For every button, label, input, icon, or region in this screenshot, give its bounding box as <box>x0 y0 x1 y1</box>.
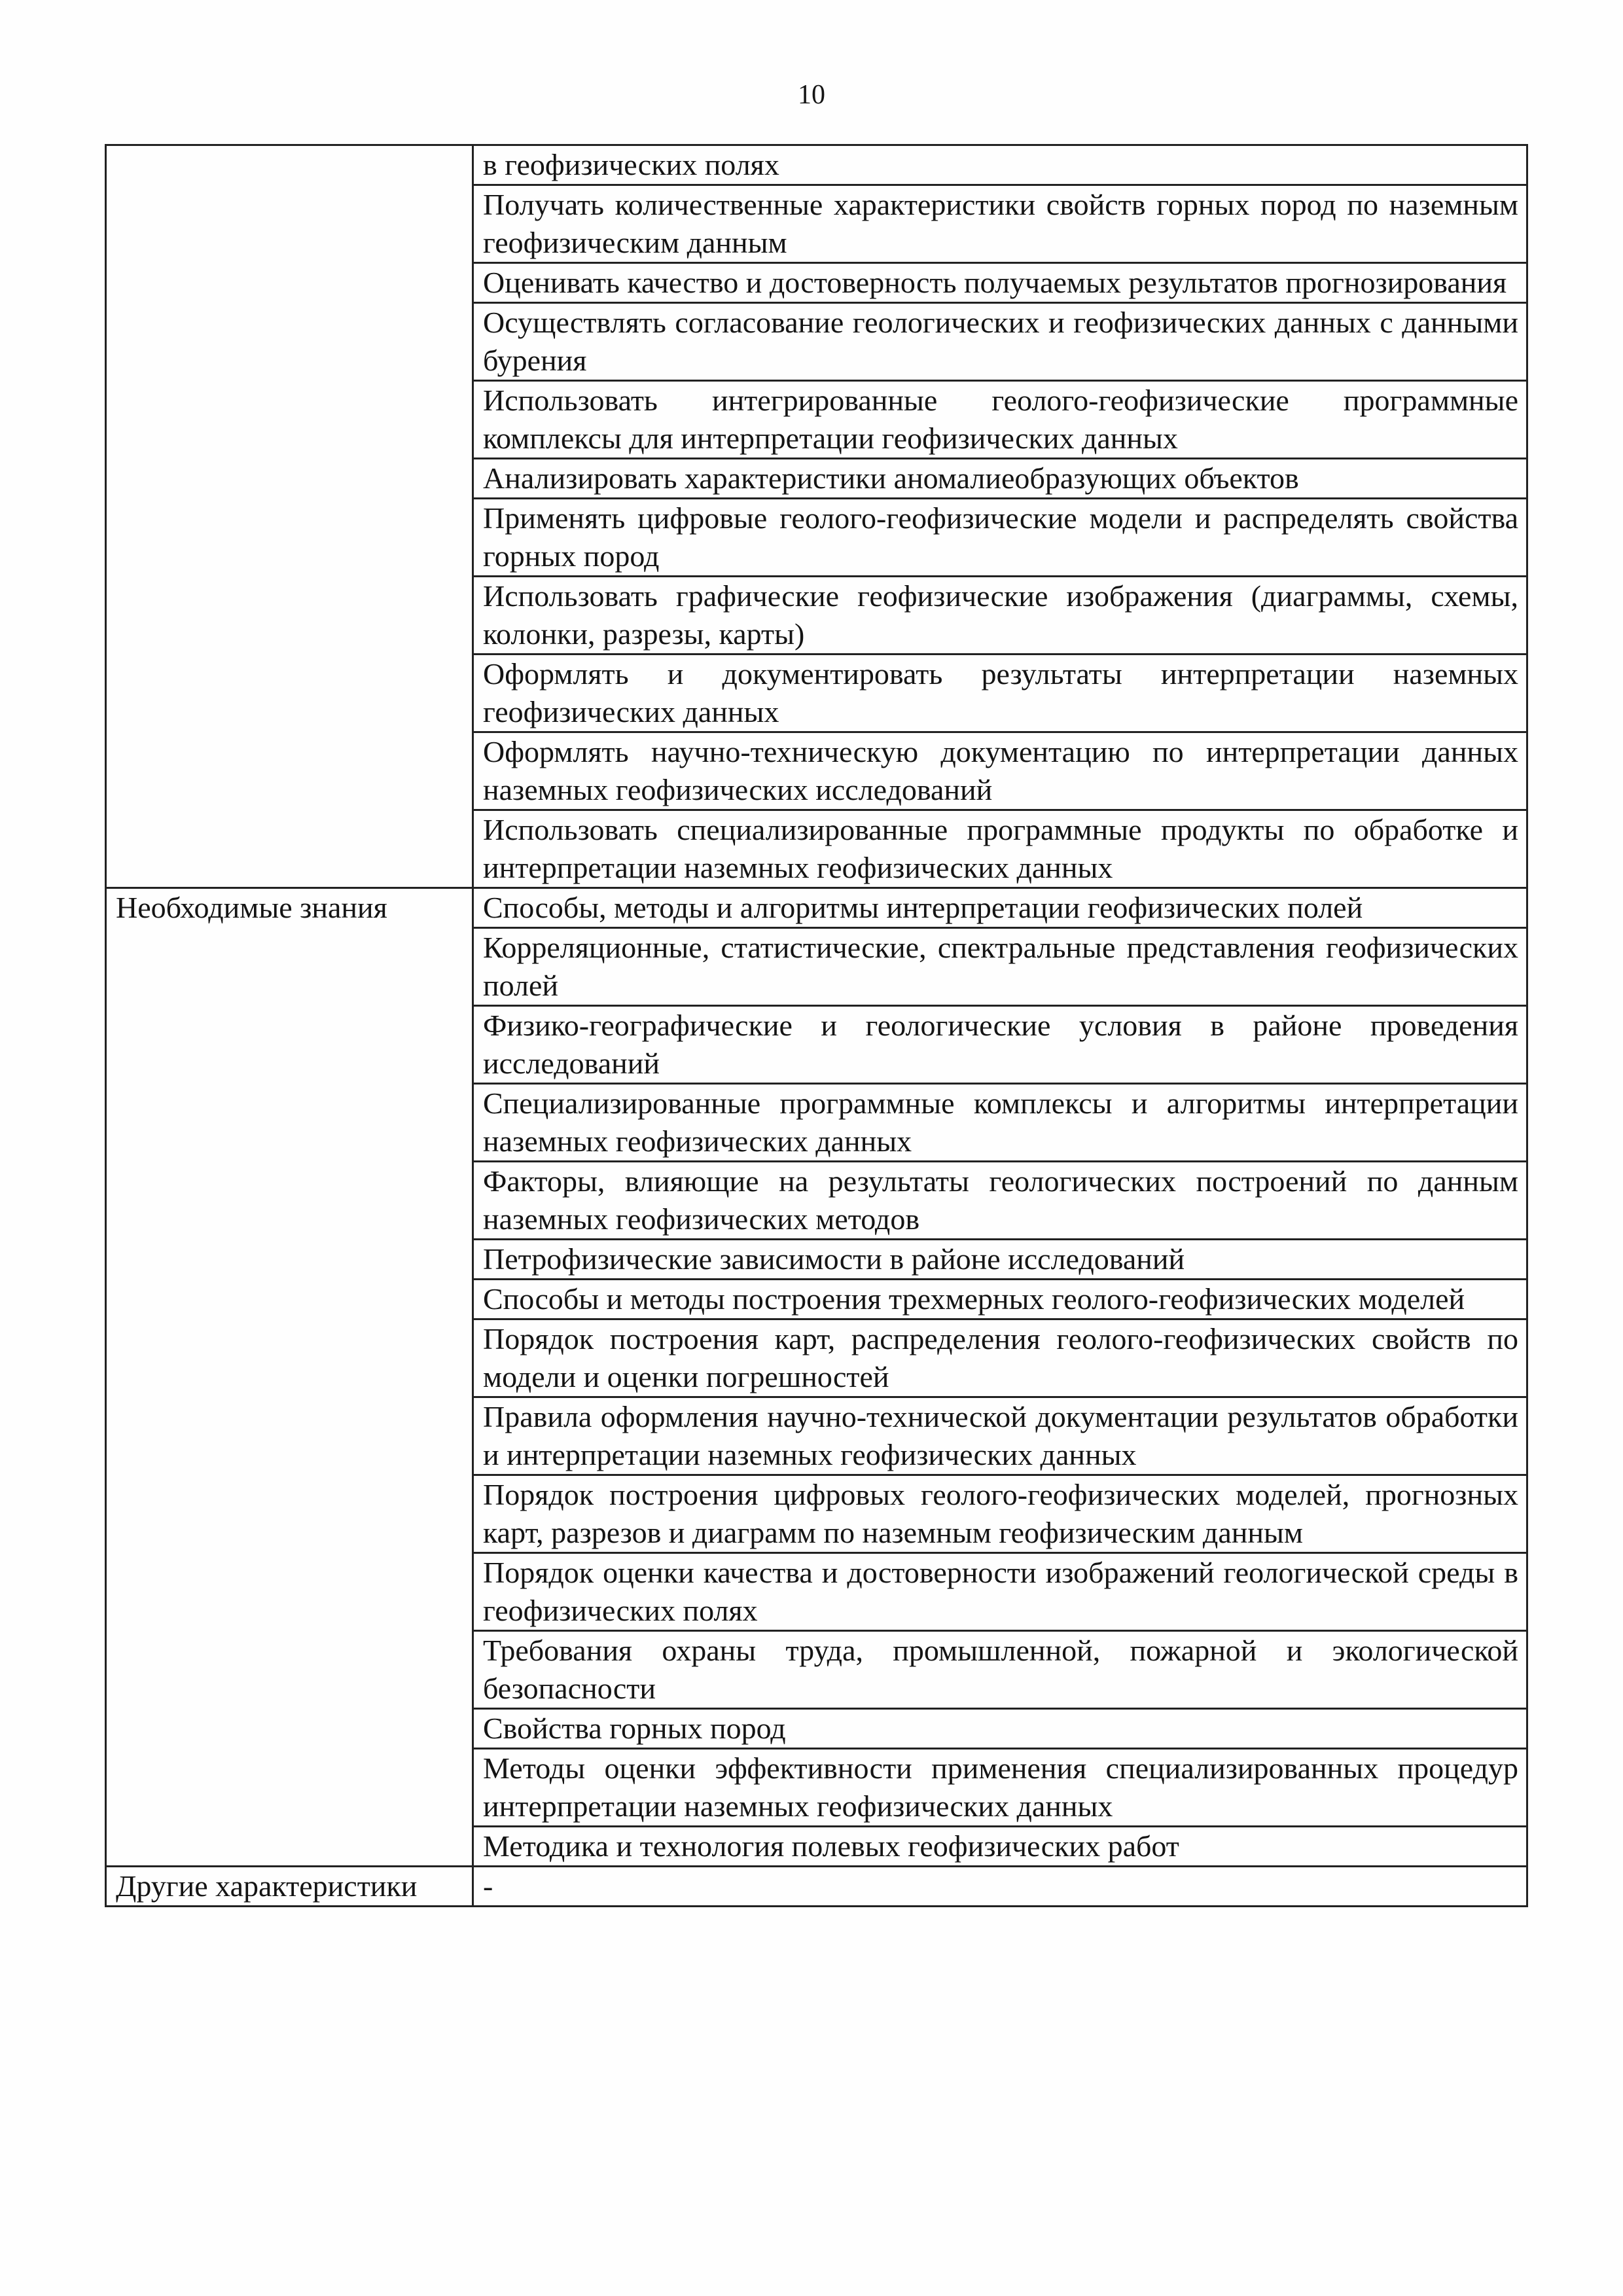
table-row <box>106 381 1527 459</box>
skill-item: Оформлять и документировать результаты интерпретации наземных геофизических данных <box>473 655 1527 732</box>
table-row <box>106 499 1527 577</box>
skills-label-continuation <box>106 263 473 303</box>
skill-item: Использовать специализированные программные продукты по обработке и интерпретации наземных геофизических данных <box>473 810 1527 888</box>
knowledge-item: Порядок построения цифровых геолого-геофизических моделей, прогнозных карт, разрезов и диаграмм по наземным геофизическим данным <box>473 1475 1527 1553</box>
table-row <box>106 577 1527 655</box>
skill-item: в геофизических полях <box>473 145 1527 185</box>
knowledge-item: Физико-географические и геологические условия в районе проведения исследований <box>473 1006 1527 1084</box>
table-row <box>106 1749 1527 1827</box>
table-row <box>106 1240 1527 1280</box>
knowledge-item: Порядок построения карт, распределения геолого-геофизических свойств по модели и оценки погрешностей <box>473 1319 1527 1397</box>
knowledge-label-continuation <box>106 1475 473 1553</box>
skill-item: Оценивать качество и достоверность получаемых результатов прогнозирования <box>473 263 1527 303</box>
table-row <box>106 1162 1527 1240</box>
knowledge-label-continuation <box>106 1631 473 1709</box>
table-row <box>106 732 1527 810</box>
table-row <box>106 185 1527 263</box>
knowledge-section <box>106 888 1527 1867</box>
knowledge-label-continuation <box>106 1280 473 1319</box>
knowledge-item: Факторы, влияющие на результаты геологических построений по данным наземных геофизических методов <box>473 1162 1527 1240</box>
knowledge-label-continuation <box>106 1827 473 1867</box>
knowledge-item: Способы, методы и алгоритмы интерпретации геофизических полей <box>473 888 1527 928</box>
knowledge-label-continuation <box>106 1162 473 1240</box>
table-row <box>106 1827 1527 1867</box>
table-row <box>106 1709 1527 1749</box>
table-row <box>106 1006 1527 1084</box>
skill-item: Осуществлять согласование геологических и геофизических данных с данными бурения <box>473 303 1527 381</box>
knowledge-label-continuation <box>106 1240 473 1280</box>
skills-label-continuation <box>106 577 473 655</box>
skills-label-continuation <box>106 381 473 459</box>
skills-label-continuation <box>106 655 473 732</box>
table-row <box>106 1867 1527 1907</box>
other-value: - <box>473 1867 1527 1907</box>
table-row <box>106 459 1527 499</box>
knowledge-label-continuation <box>106 1553 473 1631</box>
skills-section <box>106 145 1527 888</box>
table-row <box>106 888 1527 928</box>
table-row <box>106 1553 1527 1631</box>
table-row <box>106 928 1527 1006</box>
knowledge-item: Специализированные программные комплексы и алгоритмы интерпретации наземных геофизических данных <box>473 1084 1527 1162</box>
knowledge-label-continuation <box>106 928 473 1006</box>
knowledge-item: Свойства горных пород <box>473 1709 1527 1749</box>
knowledge-label-continuation <box>106 1084 473 1162</box>
table-row <box>106 655 1527 732</box>
skills-label-continuation <box>106 459 473 499</box>
knowledge-label-continuation <box>106 1397 473 1475</box>
table-row <box>106 263 1527 303</box>
knowledge-item: Петрофизические зависимости в районе исследований <box>473 1240 1527 1280</box>
table-row <box>106 145 1527 185</box>
table-row <box>106 303 1527 381</box>
knowledge-label-continuation <box>106 1749 473 1827</box>
skills-label-continuation <box>106 185 473 263</box>
knowledge-item: Требования охраны труда, промышленной, пожарной и экологической безопасности <box>473 1631 1527 1709</box>
knowledge-label-continuation <box>106 1709 473 1749</box>
knowledge-item: Способы и методы построения трехмерных геолого-геофизических моделей <box>473 1280 1527 1319</box>
skill-item: Использовать графические геофизические изображения (диаграммы, схемы, колонки, разрезы, карты) <box>473 577 1527 655</box>
knowledge-label: Необходимые знания <box>106 888 473 928</box>
skill-item: Оформлять научно-техническую документацию по интерпретации данных наземных геофизических исследований <box>473 732 1527 810</box>
table-row <box>106 1319 1527 1397</box>
skills-label-continuation <box>106 499 473 577</box>
skill-item: Анализировать характеристики аномалиеобразующих объектов <box>473 459 1527 499</box>
knowledge-item: Методика и технология полевых геофизических работ <box>473 1827 1527 1867</box>
table-row <box>106 810 1527 888</box>
skills-label-continuation <box>106 303 473 381</box>
table-row <box>106 1631 1527 1709</box>
knowledge-label-continuation <box>106 1319 473 1397</box>
skills-label <box>106 145 473 185</box>
skill-item: Применять цифровые геолого-геофизические модели и распределять свойства горных пород <box>473 499 1527 577</box>
knowledge-item: Методы оценки эффективности применения специализированных процедур интерпретации наземных геофизических данных <box>473 1749 1527 1827</box>
knowledge-item: Корреляционные, статистические, спектральные представления геофизических полей <box>473 928 1527 1006</box>
skills-label-continuation <box>106 810 473 888</box>
knowledge-label-continuation <box>106 1006 473 1084</box>
table-row <box>106 1475 1527 1553</box>
skill-item: Получать количественные характеристики свойств горных пород по наземным геофизическим данным <box>473 185 1527 263</box>
skills-label-continuation <box>106 732 473 810</box>
table-row <box>106 1280 1527 1319</box>
table-row <box>106 1084 1527 1162</box>
skill-item: Использовать интегрированные геолого-геофизические программные комплексы для интерпретации геофизических данных <box>473 381 1527 459</box>
knowledge-item: Порядок оценки качества и достоверности изображений геологической среды в геофизических полях <box>473 1553 1527 1631</box>
table-row <box>106 1397 1527 1475</box>
knowledge-item: Правила оформления научно-технической документации результатов обработки и интерпретации наземных геофизических данных <box>473 1397 1527 1475</box>
competency-table <box>105 144 1528 1907</box>
other-label: Другие характеристики <box>106 1867 473 1907</box>
page-number: 10 <box>798 80 825 110</box>
other-section <box>106 1867 1527 1907</box>
